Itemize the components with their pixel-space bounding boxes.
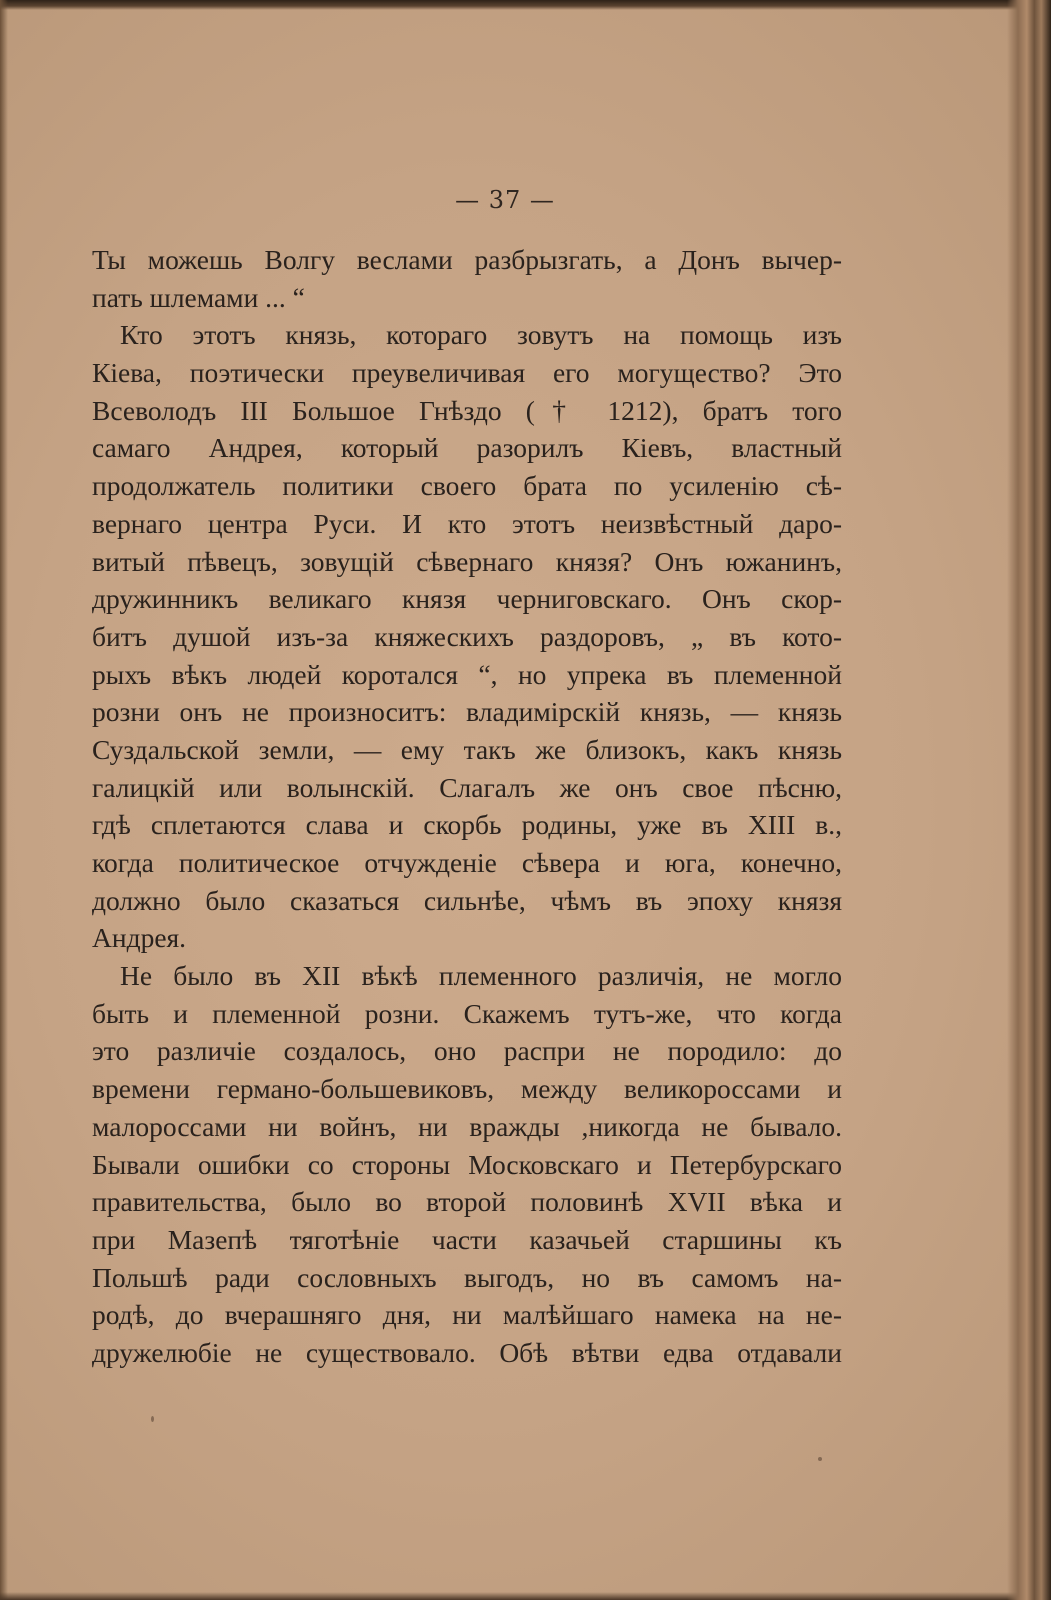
text-line: Кто этотъ князь, котораго зовутъ на помощь изъ: [120, 319, 842, 351]
text-line: галицкій или волынскій. Слагалъ же онъ свое пѣсню,: [92, 771, 842, 803]
text-line: Польшѣ ради сословныхъ выгодъ, но въ самомъ на-: [92, 1261, 842, 1293]
text-line: при Мазепѣ тяготѣніе части казачьей старшины къ: [92, 1223, 842, 1255]
text-line: Не было въ XII вѣкѣ племенного различія, не могло: [120, 960, 842, 992]
text-line: Суздальской земли, — ему такъ же близокъ, какъ князь: [92, 733, 842, 765]
text-line: гдѣ сплетаются слава и скорбь родины, уже въ XIII в.,: [92, 809, 842, 841]
text-line: Бывали ошибки со стороны Московскаго и Петербурскаго: [92, 1148, 842, 1180]
page-bottom-edge: [0, 1592, 1051, 1600]
page-top-edge: [0, 0, 1051, 10]
text-line: малороссами ни войнъ, ни вражды ,никогда не бывало.: [92, 1110, 842, 1142]
text-line: рыхъ вѣкъ людей коротался “, но упрека въ племенной: [92, 658, 842, 690]
text-line: пать шлемами ... “: [92, 281, 305, 313]
text-line: должно было сказаться сильнѣе, чѣмъ въ эпоху князя: [92, 884, 842, 916]
text-line: времени германо-большевиковъ, между великороссами и: [92, 1073, 842, 1105]
text-line: вернаго центра Руси. И кто этотъ неизвѣстный даро-: [92, 507, 842, 539]
page-number: — 37 —: [455, 186, 555, 214]
page-text: [92, 241, 842, 1372]
text-line: быть и племенной розни. Скажемъ тутъ-же, что когда: [92, 997, 842, 1029]
page-spine-edge: [1007, 0, 1051, 1600]
page-left-edge: [0, 0, 8, 1600]
text-line: дружинникъ великаго князя черниговскаго. Онъ скор-: [92, 583, 842, 615]
text-line: Ты можешь Волгу веслами разбрызгать, а Донъ вычер-: [92, 244, 842, 275]
text-line: Всеволодъ III Большое Гнѣздо († 1212), братъ того: [92, 394, 842, 426]
text-line: правительства, было во второй половинѣ XVII вѣка и: [92, 1186, 842, 1218]
text-line: витый пѣвецъ, зовущій сѣвернаго князя? Онъ южанинъ,: [92, 545, 842, 577]
text-line: родѣ, до вчерашняго дня, ни малѣйшаго намека на не-: [92, 1299, 842, 1331]
text-line: дружелюбіе не существовало. Обѣ вѣтви едва отдавали: [92, 1336, 842, 1368]
text-line: Андрея.: [92, 922, 187, 954]
text-line: битъ душой изъ-за княжескихъ раздоровъ, „ въ кото-: [92, 620, 842, 652]
text-line: розни онъ не произноситъ: владимірскій князь, — князь: [92, 696, 842, 728]
text-line: продолжатель политики своего брата по усиленію сѣ-: [92, 470, 842, 502]
paper-speck: [818, 1457, 822, 1461]
paper-speck: [151, 1416, 154, 1422]
text-line: самаго Андрея, который разорилъ Кіевъ, властный: [92, 432, 842, 464]
text-line: когда политическое отчужденіе сѣвера и юга, конечно,: [92, 847, 842, 878]
text-line: Кіева, поэтически преувеличивая его могущество? Это: [92, 357, 842, 389]
text-line: это различіе создалось, оно распри не породило: до: [92, 1035, 842, 1067]
